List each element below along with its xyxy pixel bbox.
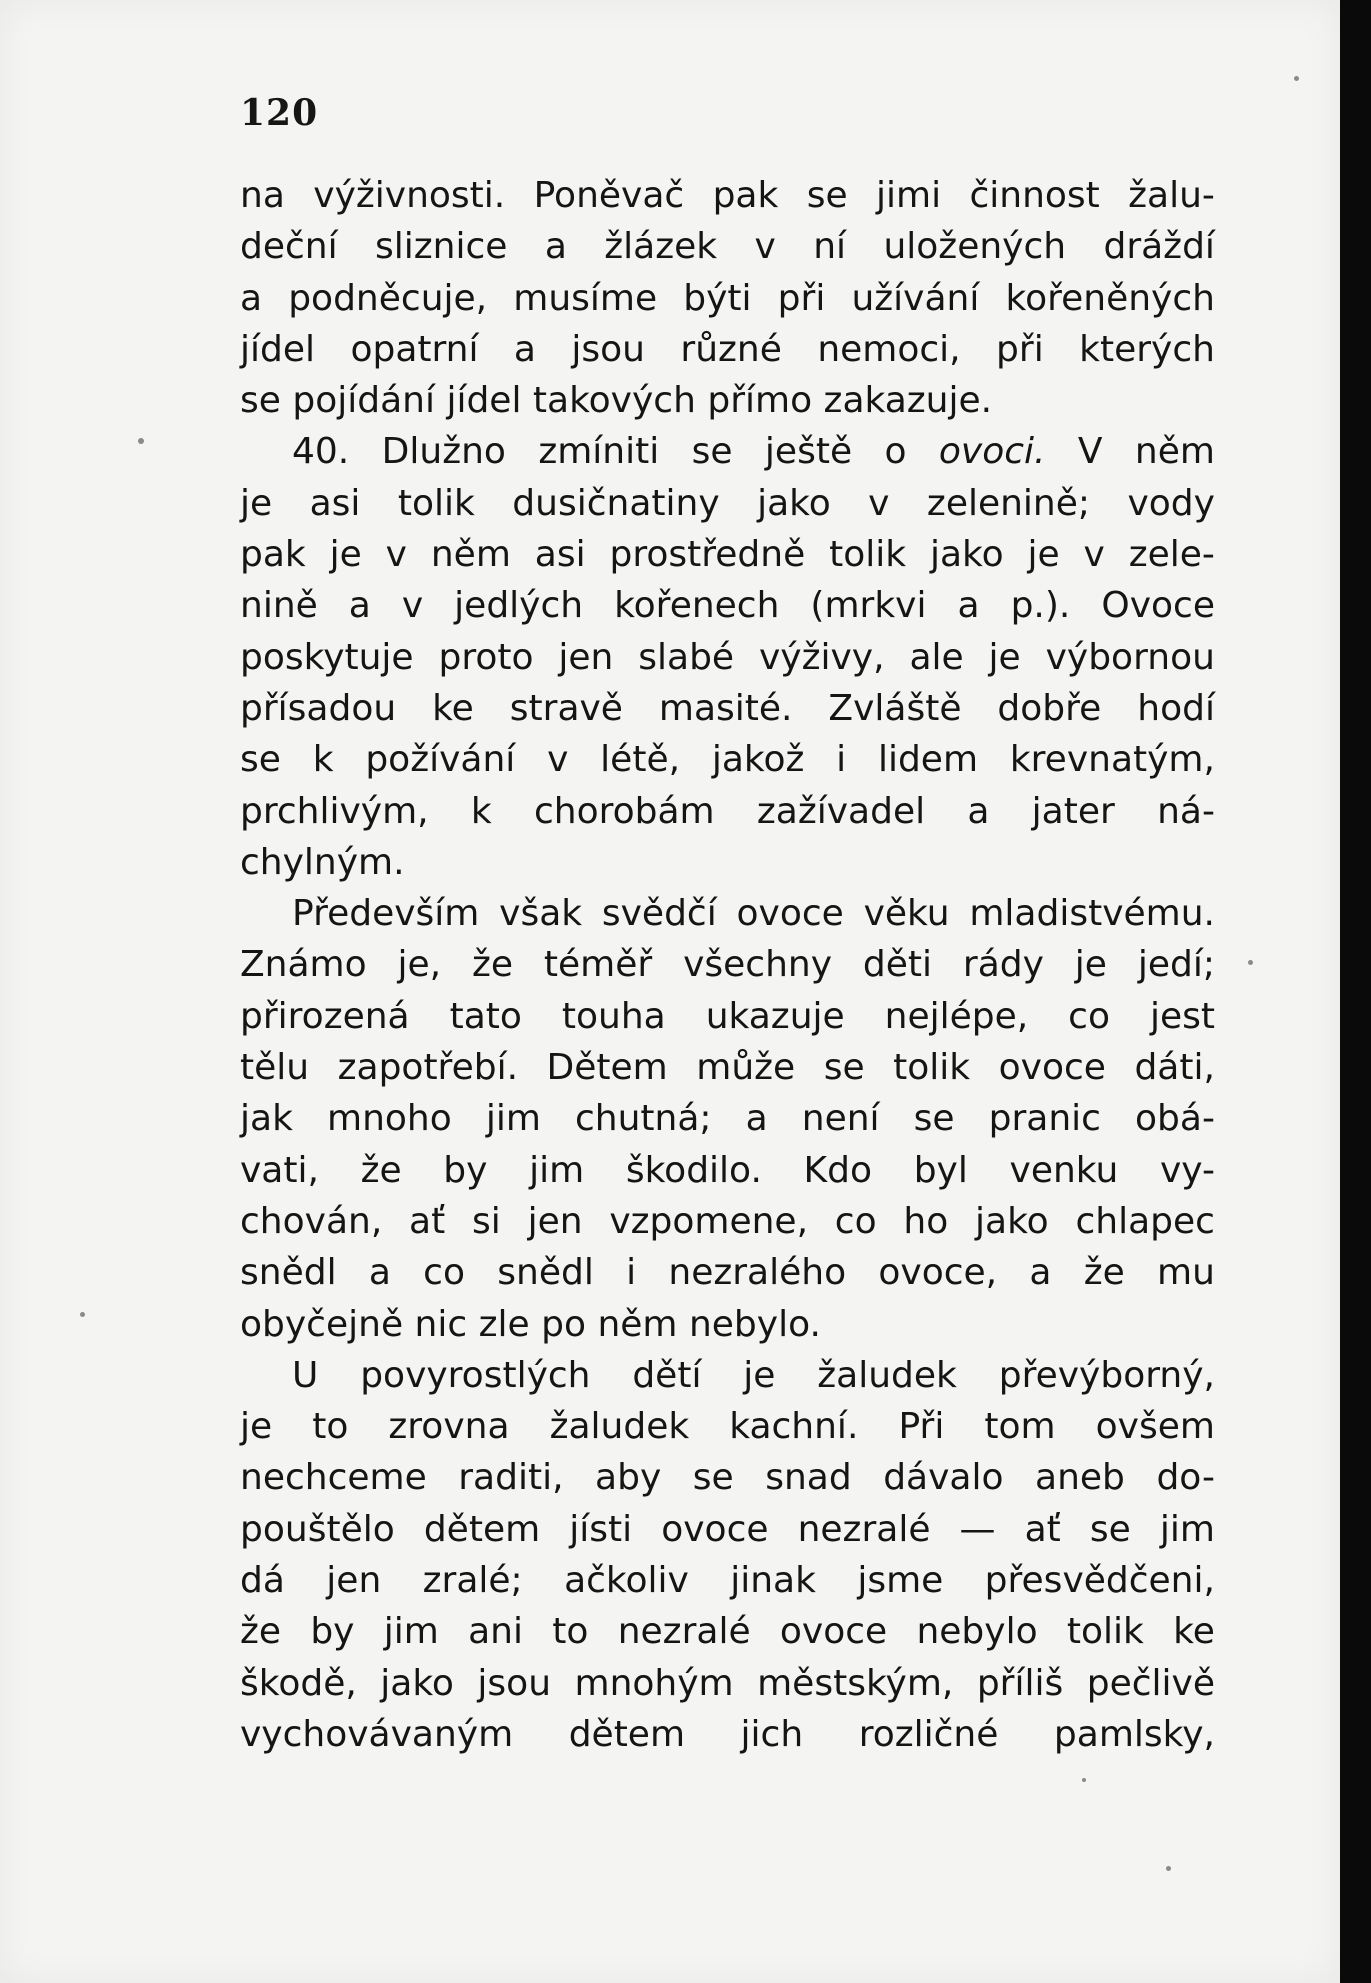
word: zele- (1128, 534, 1215, 576)
word: tom (984, 1406, 1056, 1448)
word: i (626, 1252, 637, 1294)
word: po (541, 1303, 587, 1345)
word: chutná; (575, 1098, 712, 1140)
word: jater (1031, 790, 1115, 832)
word: sliznice (375, 226, 508, 268)
word: hodí (1137, 687, 1215, 729)
word: kořenech (614, 585, 780, 627)
word: si (472, 1200, 501, 1242)
word: ať (409, 1200, 446, 1242)
word: zelenině; (926, 482, 1091, 524)
word: ovoce (736, 893, 844, 935)
word: a (348, 585, 371, 627)
text-line (240, 1145, 1215, 1196)
word: chlapec (1075, 1200, 1215, 1242)
word: při (777, 277, 826, 319)
word: pak (240, 534, 306, 576)
word: Především (292, 893, 480, 935)
word: jak (240, 1098, 293, 1140)
word: Ovoce (1101, 585, 1215, 627)
word: ovoce (998, 1047, 1106, 1089)
word: se (913, 1098, 955, 1140)
word: v (547, 739, 569, 781)
word: asi (309, 482, 361, 524)
word: asi (534, 534, 586, 576)
word: snad (765, 1457, 852, 1499)
word: svědčí (601, 893, 717, 935)
word: dráždí (1103, 226, 1215, 268)
text-line (240, 170, 1215, 221)
word: dá (240, 1560, 285, 1602)
word: tolik (1066, 1611, 1144, 1653)
word: pamlsky, (1053, 1713, 1215, 1755)
word: musíme (513, 277, 658, 319)
word: ačkoliv (564, 1560, 689, 1602)
word: dusičnatiny (512, 482, 720, 524)
word: něm (597, 1303, 678, 1345)
word: p.). (1010, 585, 1071, 627)
word: že (1083, 1252, 1125, 1294)
word: kořeněných (1005, 277, 1215, 319)
word: létě, (600, 739, 681, 781)
word: jen (558, 636, 614, 678)
word: výživy, (758, 636, 885, 678)
word: Kdo (803, 1149, 873, 1191)
word: že (471, 944, 514, 986)
word: v (1083, 534, 1105, 576)
word: je (240, 1406, 273, 1448)
word: jsou (571, 328, 645, 370)
text-line (240, 273, 1215, 324)
text-line (240, 324, 1215, 375)
word: se (240, 739, 281, 781)
word: kterých (1079, 328, 1215, 370)
word: výbornou (1045, 636, 1215, 678)
word: tolik (397, 482, 475, 524)
word: dětem (568, 1713, 686, 1755)
word: a (1029, 1252, 1052, 1294)
word: jako (929, 534, 1004, 576)
text-line (240, 1350, 1215, 1401)
word: proto (438, 636, 534, 678)
word: při (996, 328, 1044, 370)
text-line (240, 632, 1215, 683)
word: jen (527, 1200, 583, 1242)
word: do- (1156, 1457, 1215, 1499)
word: touha (561, 995, 666, 1037)
word: je (988, 636, 1021, 678)
word: přímo (707, 380, 813, 422)
word: něm (430, 534, 511, 576)
word: něm (1134, 431, 1215, 473)
word: Dlužno (381, 431, 506, 473)
word: zrovna (388, 1406, 510, 1448)
word: to (552, 1611, 589, 1653)
word: nezralé (797, 1508, 931, 1550)
word: zralé; (422, 1560, 523, 1602)
text-line (240, 478, 1215, 529)
word: jako (757, 482, 831, 524)
word: zakazuje. (823, 380, 993, 422)
word: obyčejně (240, 1303, 404, 1345)
word: lidem (877, 739, 979, 781)
word: městským, (757, 1662, 954, 1704)
text-line (240, 1042, 1215, 1093)
word: užívání (851, 277, 980, 319)
word: U (292, 1354, 319, 1396)
paper-speck (1294, 76, 1299, 81)
word: škodě, (240, 1662, 357, 1704)
paper-speck (80, 1312, 85, 1317)
word: i (836, 739, 847, 781)
word: krevnatým, (1009, 739, 1215, 781)
word: uložených (883, 226, 1067, 268)
word: a (513, 328, 536, 370)
word: co (834, 1200, 877, 1242)
word: dáti, (1134, 1047, 1215, 1089)
word: nic (414, 1303, 468, 1345)
word: jich (740, 1713, 804, 1755)
word: aneb (1035, 1457, 1125, 1499)
word: pak (712, 175, 779, 216)
word: škodilo. (625, 1149, 762, 1191)
word: v (754, 226, 776, 268)
word: obá- (1135, 1098, 1215, 1140)
word: dávalo (883, 1457, 1004, 1499)
text-line (240, 734, 1215, 785)
word: chylným. (240, 841, 405, 883)
word: jen (326, 1560, 382, 1602)
word: ovoce (779, 1611, 888, 1653)
word: chorobám (533, 790, 715, 832)
word: stravě (509, 687, 623, 729)
word: deční (240, 226, 338, 268)
word: chován, (240, 1200, 383, 1242)
word: nebylo (916, 1611, 1038, 1653)
word: jim (383, 1611, 439, 1653)
word: jimi (876, 175, 942, 216)
word: tolik (893, 1047, 971, 1089)
word: snědl (497, 1252, 594, 1294)
paper-speck (1248, 960, 1253, 965)
word: a (745, 1098, 768, 1140)
word: výživnosti. (313, 175, 506, 216)
word: různé (680, 328, 782, 370)
word: se (692, 1457, 734, 1499)
text-line (240, 580, 1215, 631)
word: mnoho (327, 1098, 452, 1140)
word: jim (1159, 1508, 1215, 1550)
text-line (240, 529, 1215, 580)
word: je (1027, 534, 1060, 576)
word: se (806, 175, 848, 216)
word: se (691, 431, 733, 473)
word: jídel (446, 380, 522, 422)
word: ani (468, 1611, 524, 1653)
word: a (967, 790, 990, 832)
word: ovoce, (878, 1252, 998, 1294)
word: příliš (976, 1662, 1064, 1704)
word: téměř (543, 944, 653, 986)
text-line (240, 939, 1215, 990)
word: jídel (240, 328, 316, 370)
text-line (240, 1093, 1215, 1144)
word: je (743, 1354, 776, 1396)
word: ná- (1157, 790, 1215, 832)
word: Známo (240, 944, 367, 986)
word: býti (683, 277, 752, 319)
word: zapotřebí. (337, 1047, 519, 1089)
word: jísti (569, 1508, 633, 1550)
word: Dětem (546, 1047, 668, 1089)
text-line (240, 837, 1215, 888)
word: se (1089, 1508, 1131, 1550)
word: vy- (1160, 1149, 1215, 1191)
text-line (240, 1401, 1215, 1452)
word: snědl (240, 1252, 337, 1294)
word: dobře (997, 687, 1102, 729)
word: tato (449, 995, 522, 1037)
word: dětem (423, 1508, 541, 1550)
word: ukazuje (705, 995, 845, 1037)
word: vychovávaným (240, 1713, 514, 1755)
word: co (423, 1252, 465, 1294)
word: k (312, 739, 334, 781)
word: se (240, 380, 281, 422)
word: mladistvému. (969, 893, 1215, 935)
word: vati, (240, 1149, 319, 1191)
word: všechny (683, 944, 833, 986)
word: žlázek (604, 226, 718, 268)
word: Poněvač (533, 175, 685, 216)
word: masité. (658, 687, 793, 729)
word: kachní. (729, 1406, 859, 1448)
word: je (329, 534, 362, 576)
word: na (240, 175, 285, 216)
text-line (240, 888, 1215, 939)
word: — (959, 1508, 996, 1550)
word: však (499, 893, 583, 935)
word: v (868, 482, 890, 524)
word: slabé (638, 636, 735, 678)
word: jako (380, 1662, 454, 1704)
word: vody (1127, 482, 1215, 524)
word: činnost (969, 175, 1100, 216)
word: mnohým (574, 1662, 734, 1704)
word: co (1068, 995, 1110, 1037)
word: žaludek (817, 1354, 957, 1396)
word: prchlivým, (240, 790, 429, 832)
word: Při (898, 1406, 945, 1448)
word: ke (1173, 1611, 1215, 1653)
word: raditi, (458, 1457, 564, 1499)
word: (mrkvi (810, 585, 927, 627)
word: rozličné (858, 1713, 999, 1755)
text-line (240, 375, 1215, 426)
word: rády (962, 944, 1044, 986)
word: jsme (857, 1560, 944, 1602)
word: to (312, 1406, 349, 1448)
word: nechceme (240, 1457, 427, 1499)
text-line (240, 1299, 1215, 1350)
word: ještě (764, 431, 853, 473)
word: v (401, 585, 424, 627)
word: jim (529, 1149, 585, 1191)
word: se (823, 1047, 865, 1089)
word: pranic (988, 1098, 1101, 1140)
word: pouštělo (240, 1508, 395, 1550)
word: tělu (240, 1047, 310, 1089)
word: přesvědčeni, (984, 1560, 1215, 1602)
word: jinak (730, 1560, 816, 1602)
text-line (240, 426, 1215, 477)
word: požívání (365, 739, 516, 781)
word: zle (478, 1303, 530, 1345)
word: ovšem (1095, 1406, 1215, 1448)
text-line (240, 1504, 1215, 1555)
word: jakož (711, 739, 805, 781)
word: žaludek (549, 1406, 690, 1448)
word: opatrní (350, 328, 479, 370)
text-line (240, 991, 1215, 1042)
word: ať (1024, 1508, 1061, 1550)
word: venku (1009, 1149, 1119, 1191)
word: jedí; (1137, 944, 1215, 986)
word: převýborný, (998, 1354, 1215, 1396)
word: ke (432, 687, 474, 729)
word: poskytuje (240, 636, 414, 678)
word: o (884, 431, 907, 473)
paper-speck (1082, 1778, 1086, 1782)
text-line (240, 1196, 1215, 1247)
text-line (240, 1247, 1215, 1298)
word: aby (595, 1457, 662, 1499)
word: žalu- (1128, 175, 1215, 216)
text-line (240, 221, 1215, 272)
word: zmíniti (538, 431, 660, 473)
word: je (240, 482, 273, 524)
word: může (696, 1047, 796, 1089)
text-line (240, 1709, 1215, 1760)
word: že (360, 1149, 402, 1191)
word: V (1077, 431, 1103, 473)
word: ovoci. (938, 431, 1046, 473)
text-line (240, 1658, 1215, 1709)
word: ale (909, 636, 964, 678)
word: v (385, 534, 407, 576)
text-line (240, 786, 1215, 837)
word: prostředně (609, 534, 806, 576)
word: ho (903, 1200, 949, 1242)
word: a (368, 1252, 391, 1294)
text-line (240, 1606, 1215, 1657)
word: ní (813, 226, 847, 268)
word: přirozená (240, 995, 410, 1037)
word: jim (485, 1098, 541, 1140)
word: nezralého (668, 1252, 847, 1294)
word: jako (975, 1200, 1049, 1242)
word: není (801, 1098, 880, 1140)
word: je (1074, 944, 1107, 986)
body-text (240, 170, 1215, 1760)
word: je, (397, 944, 442, 986)
word: ovoce (661, 1508, 769, 1550)
word: a (957, 585, 980, 627)
word: podněcuje, (288, 277, 488, 319)
word: nejlépe, (884, 995, 1029, 1037)
word: by (310, 1611, 355, 1653)
word: jedlých (454, 585, 584, 627)
text-line (240, 683, 1215, 734)
word: povyrostlých (360, 1354, 591, 1396)
word: věku (863, 893, 950, 935)
word: nemoci, (817, 328, 961, 370)
word: by (443, 1149, 488, 1191)
word: Zvláště (828, 687, 962, 729)
word: takových (532, 380, 696, 422)
word: a (240, 277, 263, 319)
page-number: 120 (240, 92, 319, 134)
word: přísadou (240, 687, 397, 729)
paper-speck (1166, 1866, 1171, 1871)
word: 40. (292, 431, 350, 473)
paper-speck (138, 438, 144, 444)
word: že (240, 1611, 282, 1653)
word: a (544, 226, 567, 268)
word: nezralé (617, 1611, 751, 1653)
word: tolik (829, 534, 907, 576)
text-line (240, 1555, 1215, 1606)
word: mu (1157, 1252, 1215, 1294)
text-line (240, 1452, 1215, 1503)
word: zažívadel (756, 790, 926, 832)
word: jest (1149, 995, 1215, 1037)
word: dětí (632, 1354, 702, 1396)
word: jsou (477, 1662, 552, 1704)
word: pečlivě (1086, 1662, 1215, 1704)
word: pojídání (292, 380, 435, 422)
word: vzpomene, (609, 1200, 809, 1242)
word: děti (862, 944, 933, 986)
word: k (470, 790, 492, 832)
word: byl (913, 1149, 968, 1191)
word: nebylo. (688, 1303, 821, 1345)
word: nině (240, 585, 318, 627)
